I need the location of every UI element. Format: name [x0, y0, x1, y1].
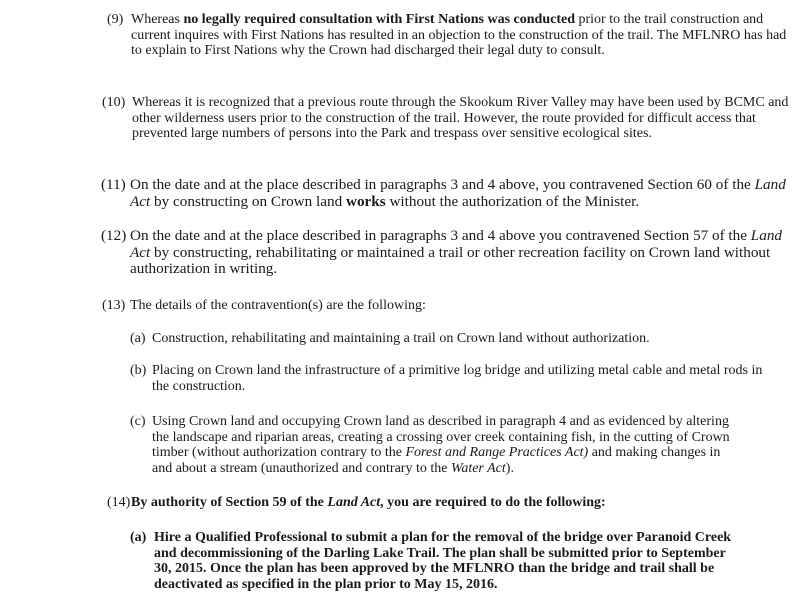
text-run: Forest and Range Practices Act) — [405, 445, 589, 460]
requirement-text — [154, 530, 742, 592]
text-run: Placing on Crown land the infrastructure of a primitive log bridge and utilizing metal cable and metal rods in the construction. — [152, 363, 763, 394]
text-run: no legally required consultation with First Nations was conducted — [183, 12, 575, 27]
paragraph-number: (12) — [101, 227, 127, 244]
text-run: works — [345, 192, 386, 210]
detail-item-c — [130, 414, 795, 478]
detail-label: (c) — [130, 414, 146, 429]
text-run: Whereas it is recognized that a previous route through the Skookum River Valley may have been used by BCMC and other wilderness users prior to the construction of the trail. However, the route provided for difficult access that prevented large numbers of persons into the Park and trespass over sensitive ecological sites. — [132, 95, 789, 141]
paragraph-text — [130, 228, 794, 278]
paragraph-11 — [101, 177, 796, 211]
text-run: Hire a Qualified Professional to submit a plan for the removal of the bridge over Paranoid Creek and decommissioning of the Darling Lake Trail. The plan shall be submitted prior to September 30, 2015. Once the plan has been approved by the MFLNRO than the bridge and trail shall be deactivated as specified in the plan prior to May 15, 2016. — [154, 530, 732, 592]
text-run: Using Crown land and occupying Crown land as described in paragraph 4 and as evidenced by altering the landscape and riparian areas, creating a crossing over creek containing fish, in the cutting of Crown timber (without authorization contrary to the — [152, 414, 730, 460]
detail-label: (a) — [130, 331, 146, 346]
text-run: The details of the contravention(s) are the following: — [130, 298, 426, 313]
paragraph-number: (13) — [102, 298, 126, 313]
paragraph-text — [131, 495, 795, 511]
text-run: prior to the trail construction and current inquires with First Nations has resulted in an objection to the construction of the trail. The MFLNRO has had to explain to First Nations why the Crown had discharged their legal duty to consult. — [131, 12, 787, 58]
text-run: and making changes in and about a stream (unauthorized and contrary to the — [152, 445, 721, 476]
paragraph-text — [131, 12, 795, 59]
detail-label: (b) — [130, 363, 147, 378]
text-run: On the date and at the place described in paragraphs 3 and 4 above, you contravened Section 60 of the — [130, 176, 755, 193]
text-run: by constructing on Crown land — [150, 192, 346, 210]
detail-text — [152, 414, 730, 476]
detail-item-b — [130, 363, 795, 395]
text-run: On the date and at the place described in paragraphs 3 and 4 above you contravened Section 57 of the — [130, 227, 751, 244]
paragraph-number: (11) — [101, 176, 126, 193]
paragraph-number: (10) — [102, 95, 126, 110]
requirement-label: (a) — [130, 530, 147, 545]
paragraph-13 — [102, 298, 792, 315]
paragraph-12 — [101, 228, 796, 278]
text-run: without the authorization of the Minister. — [385, 192, 640, 210]
paragraph-number: (14) — [107, 495, 131, 510]
paragraph-10 — [102, 95, 797, 157]
text-run: Water Act — [450, 460, 506, 476]
text-run: Land Act — [327, 495, 381, 510]
paragraph-text — [130, 298, 790, 314]
text-run: Land Act — [130, 176, 786, 210]
paragraph-9 — [107, 12, 797, 74]
text-run: ). — [505, 460, 514, 476]
text-run: Land Act — [130, 227, 783, 261]
detail-item-a — [130, 331, 795, 348]
detail-text — [152, 363, 772, 394]
detail-text — [152, 331, 792, 347]
paragraph-text — [130, 177, 794, 210]
text-run: , you are required to do the following: — [380, 495, 606, 510]
text-run: By authority of Section 59 of the — [131, 495, 328, 510]
text-run: Construction, rehabilitating and maintaining a trail on Crown land without authorization. — [152, 331, 650, 346]
paragraph-text — [132, 95, 794, 142]
paragraph-number: (9) — [107, 12, 124, 27]
requirement-item-a — [130, 530, 795, 594]
text-run: Whereas — [131, 12, 184, 27]
paragraph-14 — [107, 495, 797, 512]
text-run: by constructing, rehabilitating or maintained a trail or other recreation facility on Crown land without authorization in writing. — [130, 243, 771, 277]
